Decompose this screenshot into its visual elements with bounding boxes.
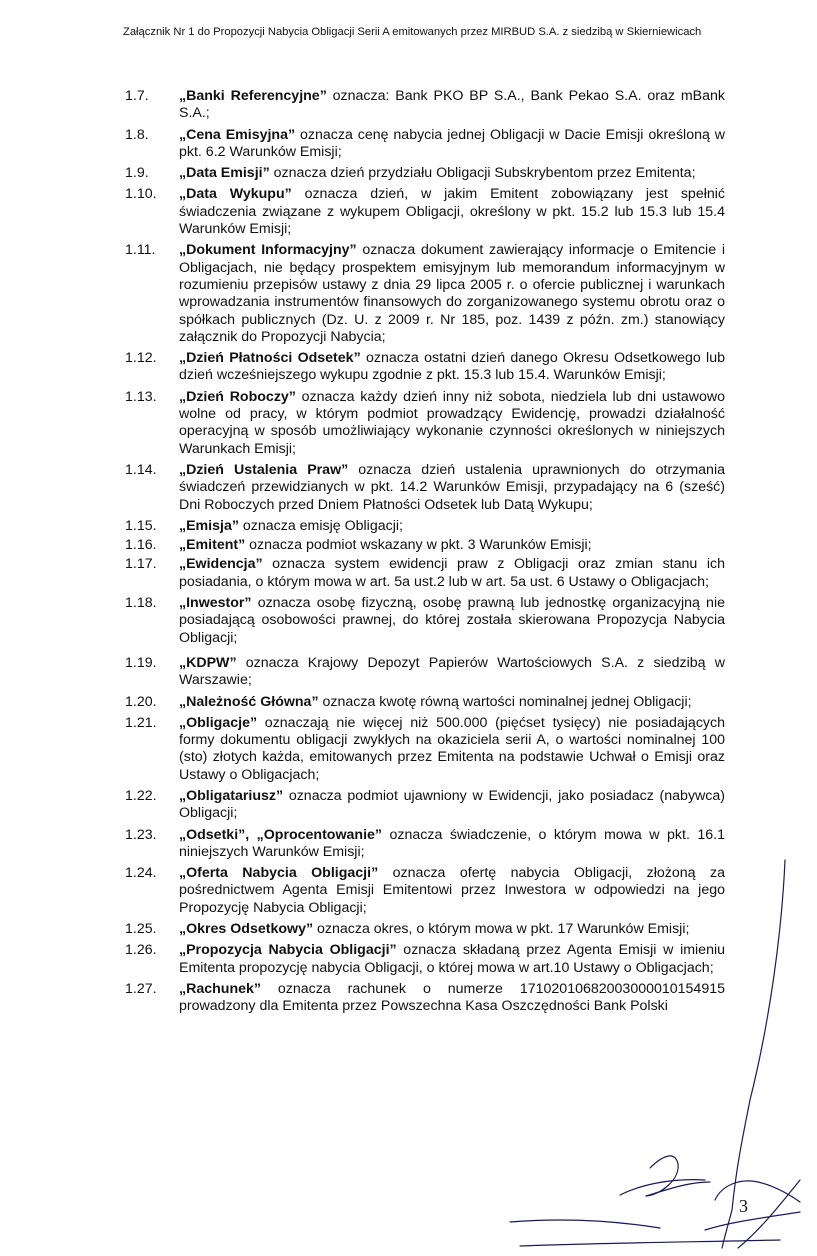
definition-number: 1.20.	[125, 693, 157, 710]
definition-number: 1.23.	[125, 826, 157, 843]
definition-item	[125, 165, 725, 182]
definition-text: oznacza każdy dzień inny niż sobota, niedziela lub dni ustawowo wolne od pracy, w którym podmiot prowadzący Ewidencję, prowadzi działalność operacyjną w sposób umożliwiający wykonanie czynności określonych w niniejszych Warunkach Emisji;	[179, 388, 725, 457]
definition-term: „Data Wykupu”	[179, 186, 292, 203]
definition-term: „Obligacje”	[179, 714, 258, 731]
definition-number: 1.19.	[125, 654, 157, 671]
definition-term: „Dzień Płatności Odsetek”	[179, 350, 361, 367]
definition-text: oznacza składaną przez Agenta Emisji w imieniu Emitenta propozycję nabycia Obligacji, o której mowa w art.10 Ustawy o Obligacjach;	[179, 942, 726, 976]
definition-text: oznacza kwotę równą wartości nominalnej jednej Obligacji;	[318, 693, 692, 710]
definition-term: „Propozycja Nabycia Obligacji”	[179, 942, 397, 959]
definition-number: 1.13.	[125, 388, 157, 405]
definition-item	[125, 518, 725, 535]
definition-term: „Ewidencja”	[179, 556, 263, 573]
definition-term: „KDPW”	[179, 654, 237, 671]
definition-number: 1.10.	[125, 186, 157, 203]
definition-text: oznacza system ewidencji praw z Obligacji oraz zmian stanu ich posiadania, o którym mowa w art. 5a ust.2 lub w art. 5a ust. 6 Ustawy o Obligacjach;	[179, 556, 725, 590]
definition-text: oznacza dzień, w jakim Emitent zobowiązany jest spełnić świadczenia związane z wykupem Obligacji, określony w pkt. 15.2 lub 15.3 lub 15.4 Warunków Emisji;	[179, 186, 725, 238]
definition-item	[125, 595, 725, 647]
definition-text: oznacza rachunek o numerze 17102010682003000010154915 prowadzony dla Emitenta przez Powszechna Kasa Oszczędności Bank Polski	[179, 980, 725, 1015]
definition-number: 1.8.	[125, 126, 149, 143]
definition-text: oznacza cenę nabycia jednej Obligacji w Dacie Emisji określoną w pkt. 6.2 Warunków Emisji;	[179, 126, 726, 160]
definition-item	[125, 715, 725, 784]
definition-term: „Dzień Roboczy”	[179, 388, 296, 405]
definition-term: „Emitent”	[179, 537, 246, 554]
definition-text: oznacza ofertę nabycia Obligacji, złożoną za pośrednictwem Agenta Emisji Emitentowi przez Inwestora w odpowiedzi na jego Propozycję Nabycia Obligacji;	[179, 865, 725, 916]
definition-term: „Emisja”	[179, 517, 239, 534]
definition-item	[125, 556, 725, 591]
definition-text: oznacza podmiot ujawniony w Ewidencji, jako posiadacz (nabywca) Obligacji;	[179, 787, 725, 822]
definition-number: 1.18.	[125, 595, 157, 612]
definition-term: „Data Emisji”	[179, 165, 270, 182]
definition-number: 1.14.	[125, 461, 157, 478]
signature-icon	[500, 850, 817, 1256]
definition-term: „Cena Emisyjna”	[179, 126, 296, 143]
definition-item	[125, 537, 725, 554]
definition-term: „Okres Odsetkowy”	[179, 921, 314, 938]
definition-text: oznacza okres, o którym mowa w pkt. 17 Warunków Emisji;	[313, 921, 690, 938]
definition-number: 1.26.	[125, 942, 157, 959]
definition-number: 1.11.	[125, 242, 156, 259]
definition-text: oznacza Krajowy Depozyt Papierów Wartościowych S.A. z siedzibą w Warszawie;	[179, 654, 725, 689]
definition-item	[125, 694, 725, 711]
definition-text: oznacza osobę fizyczną, osobę prawną lub jednostkę organizacyjną nie posiadającą osobowości prawnej, do której została skierowana Propozycja Nabycia Obligacji;	[179, 595, 725, 646]
definition-number: 1.17.	[125, 556, 157, 573]
definition-text: oznacza podmiot wskazany w pkt. 3 Warunków Emisji;	[245, 537, 592, 554]
definition-term: „Inwestor”	[179, 595, 252, 612]
definition-term: „Oferta Nabycia Obligacji”	[179, 865, 379, 882]
definition-term: „Należność Główna”	[179, 693, 319, 710]
page-number: 3	[739, 1196, 748, 1216]
definition-item	[125, 655, 725, 690]
definition-item	[125, 88, 725, 123]
definition-item	[125, 389, 725, 458]
definition-number: 1.16.	[125, 537, 157, 554]
definition-term: „Odsetki”, „Oprocentowanie”	[179, 826, 382, 843]
definition-text: oznacza: Bank PKO BP S.A., Bank Pekao S.A. oraz mBank S.A.;	[179, 88, 725, 122]
definition-text: oznacza emisję Obligacji;	[238, 517, 403, 534]
definition-term: „Dokument Informacyjny”	[179, 242, 357, 259]
definition-number: 1.27.	[125, 980, 157, 997]
definition-text: oznacza dokument zawierający informacje o Emitencie i Obligacjach, nie będący prospektem emisyjnym lub memorandum informacyjnym w rozumieniu przepisów ustawy z dnia 29 lipca 2005 r. o ofercie publicznej i warunkach wprowadzania instrumentów finansowych do zorganizowanego systemu obrotu oraz o spółkach publicznych (Dz. U. z 2009 r. Nr 185, poz. 1439 z późn. zm.) stanowiący załącznik do Propozycji Nabycia;	[179, 242, 725, 345]
definition-item	[125, 127, 725, 162]
definition-number: 1.12.	[125, 350, 157, 367]
definition-item	[125, 462, 725, 514]
definition-number: 1.9.	[125, 165, 149, 182]
document-header: Załącznik Nr 1 do Propozycji Nabycia Obligacji Serii A emitowanych przez MIRBUD S.A. z siedzibą w Skierniewicach	[123, 26, 702, 38]
definition-term: „Obligatariusz”	[179, 787, 284, 804]
definition-number: 1.15.	[125, 517, 157, 534]
definition-term: „Rachunek”	[179, 980, 261, 997]
definition-number: 1.22.	[125, 787, 157, 804]
definition-text: oznacza dzień przydziału Obligacji Subskrybentom przez Emitenta;	[269, 165, 696, 182]
definition-term: „Banki Referencyjne”	[179, 88, 327, 104]
definition-item	[125, 186, 725, 238]
definition-term: „Dzień Ustalenia Praw”	[179, 461, 349, 478]
definition-text: oznaczają nie więcej niż 500.000 (pięćset tysięcy) nie posiadających formy dokumentu obligacji zwykłych na okaziciela serii A, o wartości nominalnej 100 (sto) złotych każda, emitowanych przez Emitenta na podstawie Uchwał o Emisji oraz Ustawy o Obligacjach;	[179, 714, 725, 783]
definition-text: oznacza świadczenie, o którym mowa w pkt. 16.1 niniejszych Warunków Emisji;	[179, 826, 725, 860]
definition-number: 1.21.	[125, 714, 157, 731]
definition-text: oznacza dzień ustalenia uprawnionych do otrzymania świadczeń przewidzianych w pkt. 14.2 Warunków Emisji, przypadający na 6 (sześć) Dni Roboczych przed Dniem Płatności Odsetek lub Datą Wykupu;	[179, 461, 725, 513]
definition-number: 1.25.	[125, 921, 157, 938]
definition-item	[125, 350, 725, 385]
definition-item	[125, 788, 725, 823]
definition-item	[125, 242, 725, 346]
definition-text: oznacza ostatni dzień danego Okresu Odsetkowego lub dzień wcześniejszego wykupu zgodnie z pkt. 15.3 lub 15.4. Warunków Emisji;	[179, 350, 725, 384]
definition-number: 1.24.	[125, 865, 157, 882]
definition-number: 1.7.	[125, 88, 149, 104]
